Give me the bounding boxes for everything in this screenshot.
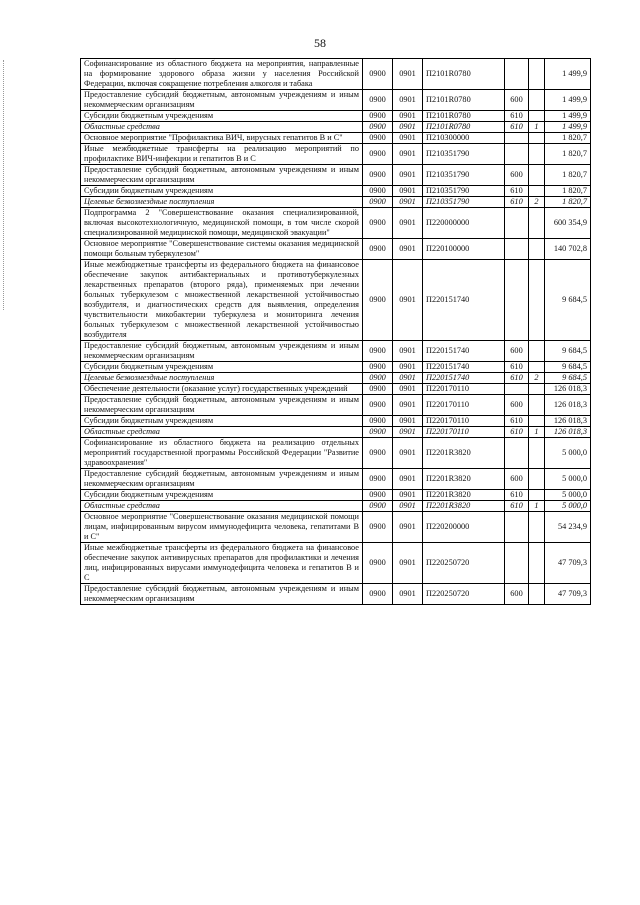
row-target-code: П2101R0780	[423, 122, 505, 133]
table-row	[81, 395, 591, 416]
row-expense-type: 600	[505, 90, 529, 111]
row-dept-code: 0900	[363, 373, 393, 384]
row-funding-source	[529, 133, 545, 144]
row-funding-source	[529, 469, 545, 490]
row-target-code: П210351790	[423, 197, 505, 208]
row-amount: 1 820,7	[545, 186, 591, 197]
table-row	[81, 59, 591, 90]
row-funding-source: 1	[529, 501, 545, 512]
row-funding-source: 1	[529, 122, 545, 133]
table-row	[81, 186, 591, 197]
row-target-code: П2201R3820	[423, 469, 505, 490]
row-target-code: П220250720	[423, 584, 505, 605]
table-row	[81, 438, 591, 469]
row-target-code: П220000000	[423, 208, 505, 239]
row-section-code: 0901	[393, 111, 423, 122]
row-target-code: П220151740	[423, 341, 505, 362]
row-expense-type: 600	[505, 341, 529, 362]
table-row	[81, 469, 591, 490]
budget-table-body	[81, 59, 591, 605]
row-expense-type	[505, 59, 529, 90]
row-target-code: П210351790	[423, 186, 505, 197]
budget-table	[80, 58, 591, 605]
table-row	[81, 362, 591, 373]
row-description: Софинансирование из областного бюджета на реализацию отдельных мероприятий государственной программы Российской Федерации "Развитие здравоохранения"	[81, 438, 363, 469]
table-row	[81, 90, 591, 111]
table-row	[81, 208, 591, 239]
row-funding-source: 1	[529, 427, 545, 438]
row-funding-source	[529, 543, 545, 584]
row-dept-code: 0900	[363, 416, 393, 427]
row-funding-source	[529, 90, 545, 111]
row-description: Целевые безвозмездные поступления	[81, 373, 363, 384]
row-dept-code: 0900	[363, 197, 393, 208]
row-amount: 126 018,3	[545, 395, 591, 416]
table-row	[81, 512, 591, 543]
row-funding-source	[529, 186, 545, 197]
table-row	[81, 111, 591, 122]
row-section-code: 0901	[393, 122, 423, 133]
row-expense-type: 610	[505, 373, 529, 384]
row-amount: 9 684,5	[545, 362, 591, 373]
row-description: Основное мероприятие "Совершенствование системы оказания медицинской помощи больным туберкулезом"	[81, 239, 363, 260]
row-section-code: 0901	[393, 208, 423, 239]
row-expense-type: 610	[505, 362, 529, 373]
row-description: Областные средства	[81, 501, 363, 512]
row-target-code: П2101R0780	[423, 90, 505, 111]
table-row	[81, 239, 591, 260]
table-row	[81, 197, 591, 208]
row-amount: 126 018,3	[545, 427, 591, 438]
table-row	[81, 144, 591, 165]
row-description: Субсидии бюджетным учреждениям	[81, 186, 363, 197]
row-description: Предоставление субсидий бюджетным, автономным учреждениям и иным некоммерческим организациям	[81, 469, 363, 490]
row-dept-code: 0900	[363, 59, 393, 90]
row-description: Предоставление субсидий бюджетным, автономным учреждениям и иным некоммерческим организациям	[81, 395, 363, 416]
row-section-code: 0901	[393, 59, 423, 90]
table-row	[81, 490, 591, 501]
row-target-code: П220151740	[423, 373, 505, 384]
row-target-code: П220151740	[423, 362, 505, 373]
row-section-code: 0901	[393, 362, 423, 373]
table-row	[81, 543, 591, 584]
page-number: 58	[314, 36, 326, 50]
row-section-code: 0901	[393, 144, 423, 165]
row-expense-type: 610	[505, 490, 529, 501]
row-expense-type: 600	[505, 469, 529, 490]
row-section-code: 0901	[393, 165, 423, 186]
row-section-code: 0901	[393, 416, 423, 427]
row-target-code: П220100000	[423, 239, 505, 260]
row-description: Целевые безвозмездные поступления	[81, 197, 363, 208]
row-dept-code: 0900	[363, 543, 393, 584]
row-funding-source	[529, 260, 545, 341]
row-amount: 1 820,7	[545, 165, 591, 186]
row-expense-type	[505, 543, 529, 584]
row-section-code: 0901	[393, 512, 423, 543]
row-section-code: 0901	[393, 427, 423, 438]
row-section-code: 0901	[393, 490, 423, 501]
row-expense-type: 600	[505, 165, 529, 186]
budget-sheet	[80, 58, 590, 605]
row-funding-source	[529, 512, 545, 543]
table-row	[81, 165, 591, 186]
row-funding-source	[529, 438, 545, 469]
row-section-code: 0901	[393, 395, 423, 416]
row-expense-type	[505, 208, 529, 239]
row-funding-source	[529, 395, 545, 416]
row-target-code: П210300000	[423, 133, 505, 144]
row-target-code: П220151740	[423, 260, 505, 341]
row-section-code: 0901	[393, 239, 423, 260]
row-dept-code: 0900	[363, 260, 393, 341]
row-expense-type	[505, 438, 529, 469]
row-funding-source: 2	[529, 197, 545, 208]
row-funding-source	[529, 384, 545, 395]
row-amount: 1 499,9	[545, 59, 591, 90]
row-description: Обеспечение деятельности (оказание услуг) государственных учреждений	[81, 384, 363, 395]
row-amount: 5 000,0	[545, 501, 591, 512]
row-dept-code: 0900	[363, 469, 393, 490]
row-amount: 54 234,9	[545, 512, 591, 543]
row-section-code: 0901	[393, 543, 423, 584]
row-description: Субсидии бюджетным учреждениям	[81, 362, 363, 373]
row-funding-source	[529, 59, 545, 90]
row-description: Иные межбюджетные трансферты из федерального бюджета на финансовое обеспечение закупок антивирусных препаратов для профилактики и лечения лиц, инфицированных вирусами иммунодефицита человека и гепатитов В и С	[81, 543, 363, 584]
row-description: Предоставление субсидий бюджетным, автономным учреждениям и иным некоммерческим организациям	[81, 165, 363, 186]
row-amount: 126 018,3	[545, 416, 591, 427]
page-edge-mark	[3, 60, 4, 310]
table-row	[81, 427, 591, 438]
row-description: Иные межбюджетные трансферты на реализацию мероприятий по профилактике ВИЧ-инфекции и гепатитов В и С	[81, 144, 363, 165]
row-expense-type	[505, 144, 529, 165]
row-expense-type: 600	[505, 395, 529, 416]
table-row	[81, 260, 591, 341]
row-expense-type: 610	[505, 416, 529, 427]
row-funding-source	[529, 362, 545, 373]
row-description: Софинансирование из областного бюджета на мероприятия, направленные на формирование здорового образа жизни у населения Российской Федерации, включая сокращение потребления алкоголя и табака	[81, 59, 363, 90]
row-amount: 9 684,5	[545, 341, 591, 362]
row-target-code: П2101R0780	[423, 59, 505, 90]
row-target-code: П220250720	[423, 543, 505, 584]
row-amount: 1 820,7	[545, 197, 591, 208]
row-amount: 1 499,9	[545, 111, 591, 122]
row-dept-code: 0900	[363, 144, 393, 165]
row-expense-type	[505, 133, 529, 144]
row-expense-type: 610	[505, 122, 529, 133]
row-description: Подпрограмма 2 "Совершенствование оказания специализированной, включая высокотехнологичную, медицинской помощи, в том числе скорой специализированной медицинской помощи, медицинской эвакуации"	[81, 208, 363, 239]
row-dept-code: 0900	[363, 512, 393, 543]
row-expense-type: 610	[505, 501, 529, 512]
row-dept-code: 0900	[363, 90, 393, 111]
row-section-code: 0901	[393, 584, 423, 605]
row-amount: 47 709,3	[545, 584, 591, 605]
row-dept-code: 0900	[363, 186, 393, 197]
table-row	[81, 584, 591, 605]
row-dept-code: 0900	[363, 122, 393, 133]
row-funding-source	[529, 111, 545, 122]
row-amount: 9 684,5	[545, 373, 591, 384]
row-dept-code: 0900	[363, 501, 393, 512]
row-amount: 1 499,9	[545, 122, 591, 133]
row-description: Основное мероприятие "Профилактика ВИЧ, вирусных гепатитов В и С"	[81, 133, 363, 144]
row-description: Областные средства	[81, 122, 363, 133]
row-target-code: П2101R0780	[423, 111, 505, 122]
row-funding-source	[529, 165, 545, 186]
table-row	[81, 416, 591, 427]
row-amount: 47 709,3	[545, 543, 591, 584]
row-amount: 1 499,9	[545, 90, 591, 111]
row-funding-source	[529, 341, 545, 362]
row-target-code: П2201R3820	[423, 501, 505, 512]
row-expense-type	[505, 239, 529, 260]
row-section-code: 0901	[393, 186, 423, 197]
row-dept-code: 0900	[363, 133, 393, 144]
row-expense-type	[505, 512, 529, 543]
row-expense-type: 610	[505, 427, 529, 438]
row-dept-code: 0900	[363, 239, 393, 260]
row-amount: 1 820,7	[545, 133, 591, 144]
row-amount: 600 354,9	[545, 208, 591, 239]
row-target-code: П220170110	[423, 395, 505, 416]
row-dept-code: 0900	[363, 165, 393, 186]
row-dept-code: 0900	[363, 341, 393, 362]
row-dept-code: 0900	[363, 208, 393, 239]
row-expense-type: 610	[505, 197, 529, 208]
table-row	[81, 122, 591, 133]
row-description: Субсидии бюджетным учреждениям	[81, 490, 363, 501]
row-funding-source	[529, 490, 545, 501]
row-expense-type	[505, 384, 529, 395]
row-dept-code: 0900	[363, 384, 393, 395]
row-expense-type: 600	[505, 584, 529, 605]
row-section-code: 0901	[393, 373, 423, 384]
row-dept-code: 0900	[363, 584, 393, 605]
row-description: Предоставление субсидий бюджетным, автономным учреждениям и иным некоммерческим организациям	[81, 341, 363, 362]
row-section-code: 0901	[393, 260, 423, 341]
row-amount: 9 684,5	[545, 260, 591, 341]
row-description: Субсидии бюджетным учреждениям	[81, 416, 363, 427]
row-section-code: 0901	[393, 438, 423, 469]
row-target-code: П220170110	[423, 384, 505, 395]
row-funding-source	[529, 416, 545, 427]
row-section-code: 0901	[393, 90, 423, 111]
table-row	[81, 384, 591, 395]
row-funding-source	[529, 144, 545, 165]
row-amount: 1 820,7	[545, 144, 591, 165]
row-target-code: П2201R3820	[423, 438, 505, 469]
row-section-code: 0901	[393, 384, 423, 395]
row-target-code: П220200000	[423, 512, 505, 543]
row-amount: 5 000,0	[545, 490, 591, 501]
row-target-code: П220170110	[423, 416, 505, 427]
row-amount: 126 018,3	[545, 384, 591, 395]
row-funding-source	[529, 239, 545, 260]
table-row	[81, 341, 591, 362]
row-amount: 140 702,8	[545, 239, 591, 260]
table-row	[81, 133, 591, 144]
row-amount: 5 000,0	[545, 469, 591, 490]
table-row	[81, 373, 591, 384]
row-section-code: 0901	[393, 341, 423, 362]
row-dept-code: 0900	[363, 111, 393, 122]
row-dept-code: 0900	[363, 427, 393, 438]
row-target-code: П210351790	[423, 144, 505, 165]
row-description: Предоставление субсидий бюджетным, автономным учреждениям и иным некоммерческим организациям	[81, 90, 363, 111]
row-dept-code: 0900	[363, 395, 393, 416]
row-description: Субсидии бюджетным учреждениям	[81, 111, 363, 122]
row-description: Основное мероприятие "Совершенствование оказания медицинской помощи лицам, инфицированным вирусом иммунодефицита человека, гепатитами В и С"	[81, 512, 363, 543]
row-target-code: П210351790	[423, 165, 505, 186]
row-description: Иные межбюджетные трансферты из федерального бюджета на финансовое обеспечение закупок антибактериальных и противотуберкулезных лекарственных препаратов (второго ряда), применяемых при лечении больных туберкулезом с множественной лекарственной устойчивостью возбудителя, и диагностических средств для выявления, определения чувствительности микобактерии туберкулеза и мониторинга лечения больных туберкулезом с множественной лекарственной устойчивостью возбудителя	[81, 260, 363, 341]
row-dept-code: 0900	[363, 438, 393, 469]
row-funding-source	[529, 584, 545, 605]
row-section-code: 0901	[393, 469, 423, 490]
table-row	[81, 501, 591, 512]
row-expense-type: 610	[505, 111, 529, 122]
row-funding-source	[529, 208, 545, 239]
row-dept-code: 0900	[363, 490, 393, 501]
row-section-code: 0901	[393, 197, 423, 208]
row-target-code: П220170110	[423, 427, 505, 438]
row-expense-type	[505, 260, 529, 341]
row-amount: 5 000,0	[545, 438, 591, 469]
row-funding-source: 2	[529, 373, 545, 384]
row-section-code: 0901	[393, 133, 423, 144]
row-target-code: П2201R3820	[423, 490, 505, 501]
row-description: Областные средства	[81, 427, 363, 438]
row-description: Предоставление субсидий бюджетным, автономным учреждениям и иным некоммерческим организациям	[81, 584, 363, 605]
row-expense-type: 610	[505, 186, 529, 197]
row-dept-code: 0900	[363, 362, 393, 373]
row-section-code: 0901	[393, 501, 423, 512]
